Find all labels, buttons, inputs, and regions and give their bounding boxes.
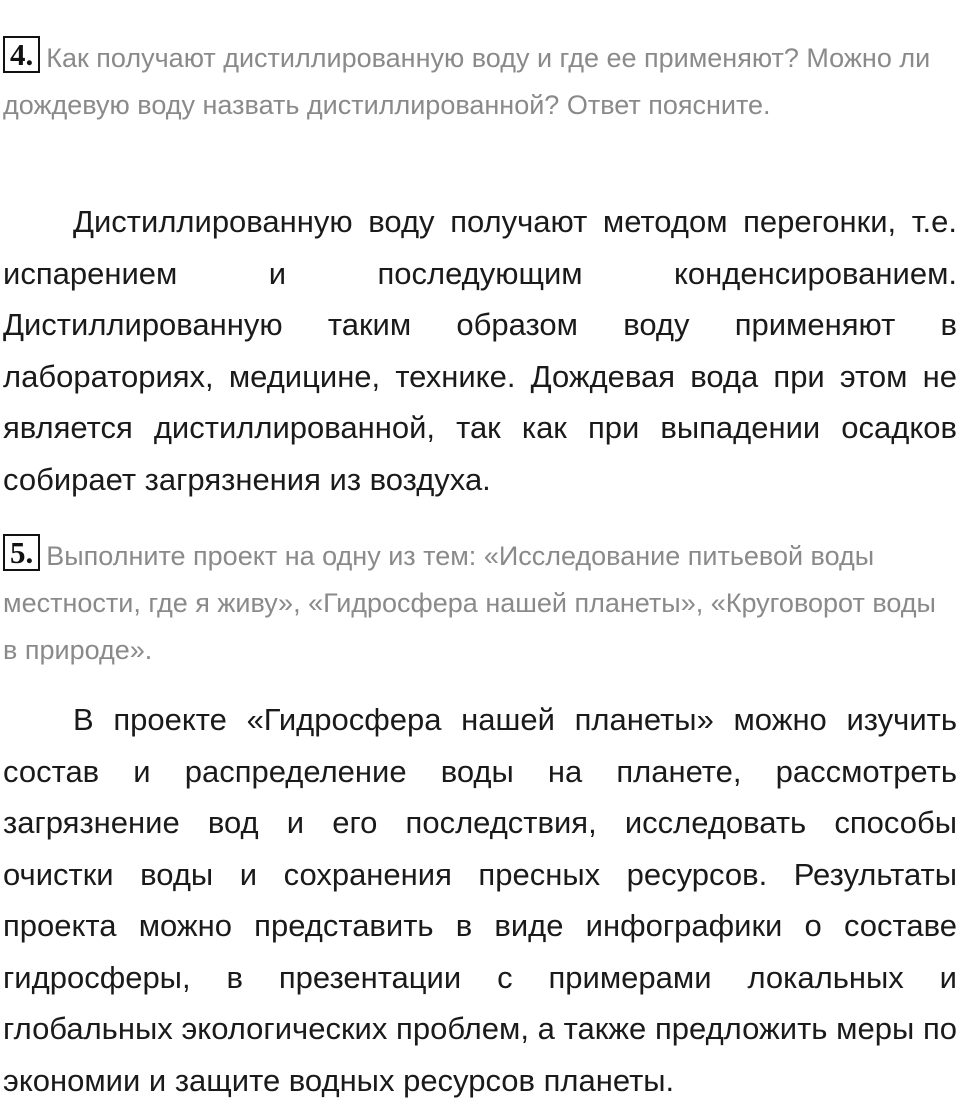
question-4 (3, 35, 955, 129)
question-5 (3, 533, 955, 674)
answer-paragraph: Дистиллированную воду получают методом перегонки, т.е. испарением и последующим конденсированием. Дистиллированную таким образом воду применяют в лабораториях, медицине, технике. Дождевая вода при этом не является дистиллированной, так как при выпадении осадков собирает загрязнения из воздуха. (3, 204, 957, 497)
answer-paragraph: В проекте «Гидросфера нашей планеты» можно изучить состав и распределение воды на планете, рассмотреть загрязнение вод и его последствия, исследовать способы очистки воды и сохранения пресных ресурсов. Результаты проекта можно представить в виде инфографики о составе гидросферы, в презентации с примерами локальных и глобальных экологических проблем, а также предложить меры по экономии и защите водных ресурсов планеты. (3, 702, 957, 1098)
question-text: Выполните проект на одну из тем: «Исследование питьевой воды местности, где я живу», «Гидросфера нашей планеты», «Круговорот воды в природе». (3, 541, 936, 665)
question-number-box: 4. (3, 36, 40, 73)
question-number-box: 5. (3, 534, 40, 571)
question-text: Как получают дистиллированную воду и где ее применяют? Можно ли дождевую воду назвать дистиллированной? Ответ поясните. (3, 43, 931, 120)
